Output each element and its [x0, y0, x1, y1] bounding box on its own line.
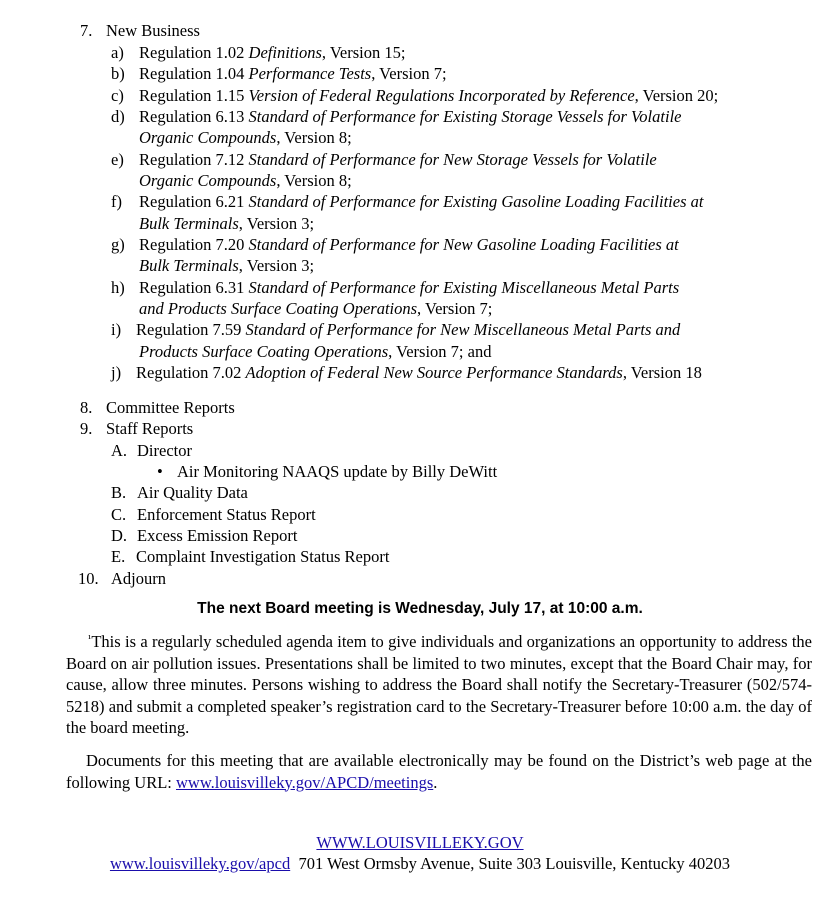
list-item-continuation: Products Surface Coating Operations, Version 7; and [139, 342, 492, 361]
list-item-label: D. [111, 526, 128, 545]
list-item: Air Quality Data [137, 483, 248, 502]
list-item-label: g) [111, 235, 125, 254]
next-meeting-notice: The next Board meeting is Wednesday, July 17, at 10:00 a.m. [197, 600, 643, 617]
list-item: Excess Emission Report [137, 526, 298, 545]
section-7-number: 7. [80, 21, 93, 40]
list-item-label: B. [111, 483, 127, 502]
list-item: Complaint Investigation Status Report [136, 547, 390, 566]
list-item: Regulation 7.59 Standard of Performance for New Miscellaneous Metal Parts and [136, 320, 681, 339]
list-item-label: b) [111, 64, 125, 83]
list-item-label: f) [111, 192, 122, 211]
section-8-title: Committee Reports [106, 398, 235, 417]
section-10-number: 10. [78, 569, 99, 588]
list-item-label: h) [111, 278, 125, 297]
section-9-number: 9. [80, 419, 93, 438]
list-item-continuation: and Products Surface Coating Operations, Version 7; [139, 299, 493, 318]
list-item-label: d) [111, 107, 125, 126]
footer-site [0, 833, 840, 853]
footnote-marker: ¹ [88, 633, 92, 645]
list-item: Director [137, 441, 192, 460]
list-item-continuation: Organic Compounds, Version 8; [139, 128, 352, 147]
site-link[interactable]: WWW.LOUISVILLEKY.GOV [316, 833, 524, 852]
section-10-title: Adjourn [111, 569, 166, 588]
list-item-label: e) [111, 150, 124, 169]
list-item: Regulation 1.15 Version of Federal Regulations Incorporated by Reference, Version 20; [139, 86, 719, 105]
list-item: Regulation 6.21 Standard of Performance for Existing Gasoline Loading Facilities at [139, 192, 704, 211]
list-item: Regulation 6.31 Standard of Performance for Existing Miscellaneous Metal Parts [139, 278, 680, 297]
list-item: Regulation 1.02 Definitions, Version 15; [139, 43, 406, 62]
documents-paragraph: Documents for this meeting that are available electronically may be found on the District’s web page at the following URL: www.louisvilleky.gov/APCD/meetings. [66, 751, 812, 792]
list-sub-item: Air Monitoring NAAQS update by Billy DeWitt [177, 462, 498, 481]
list-item: Enforcement Status Report [137, 505, 316, 524]
list-item: Regulation 7.20 Standard of Performance for New Gasoline Loading Facilities at [139, 235, 679, 254]
section-8-number: 8. [80, 398, 93, 417]
bullet-icon: • [157, 462, 163, 481]
list-item-continuation: Bulk Terminals, Version 3; [139, 214, 315, 233]
list-item: Regulation 7.02 Adoption of Federal New Source Performance Standards, Version 18 [136, 363, 702, 382]
footer-address-line [0, 854, 840, 874]
list-item-label: j) [111, 363, 122, 382]
list-item-continuation: Organic Compounds, Version 8; [139, 171, 352, 190]
list-item-label: c) [111, 86, 124, 105]
meetings-link[interactable]: www.louisvilleky.gov/APCD/meetings [176, 772, 434, 792]
address: 701 West Ormsby Avenue, Suite 303 Louisville, Kentucky 40203 [298, 854, 731, 873]
apcd-link[interactable]: www.louisvilleky.gov/apcd [109, 854, 291, 873]
section-9-title: Staff Reports [106, 419, 194, 438]
footnote-paragraph: $^{^1}$This is a regularly scheduled agenda item to give individuals and organizations an opportunity to address the Board on air pollution issues. Presentations shall be limited to two minutes, except that the Board Chair may, for cause, allow three minutes. Persons wishing to address the Board shall notify the Secretary-Treasurer (502/574-5218) and submit a completed speaker’s registration card to the Secretary-Treasurer before 10:00 a.m. the day of the board meeting. [66, 632, 812, 737]
list-item: Regulation 7.12 Standard of Performance for New Storage Vessels for Volatile [139, 150, 657, 169]
list-item: Regulation 6.13 Standard of Performance for Existing Storage Vessels for Volatile [139, 107, 682, 126]
list-item-label: a) [111, 43, 124, 62]
list-item: Regulation 1.04 Performance Tests, Version 7; [139, 64, 447, 83]
section-7-title: New Business [106, 21, 200, 40]
list-item-label: E. [111, 547, 126, 566]
list-item-label: C. [111, 505, 127, 524]
list-item-label: A. [111, 441, 128, 460]
list-item-label: i) [111, 320, 122, 339]
list-item-continuation: Bulk Terminals, Version 3; [139, 256, 315, 275]
